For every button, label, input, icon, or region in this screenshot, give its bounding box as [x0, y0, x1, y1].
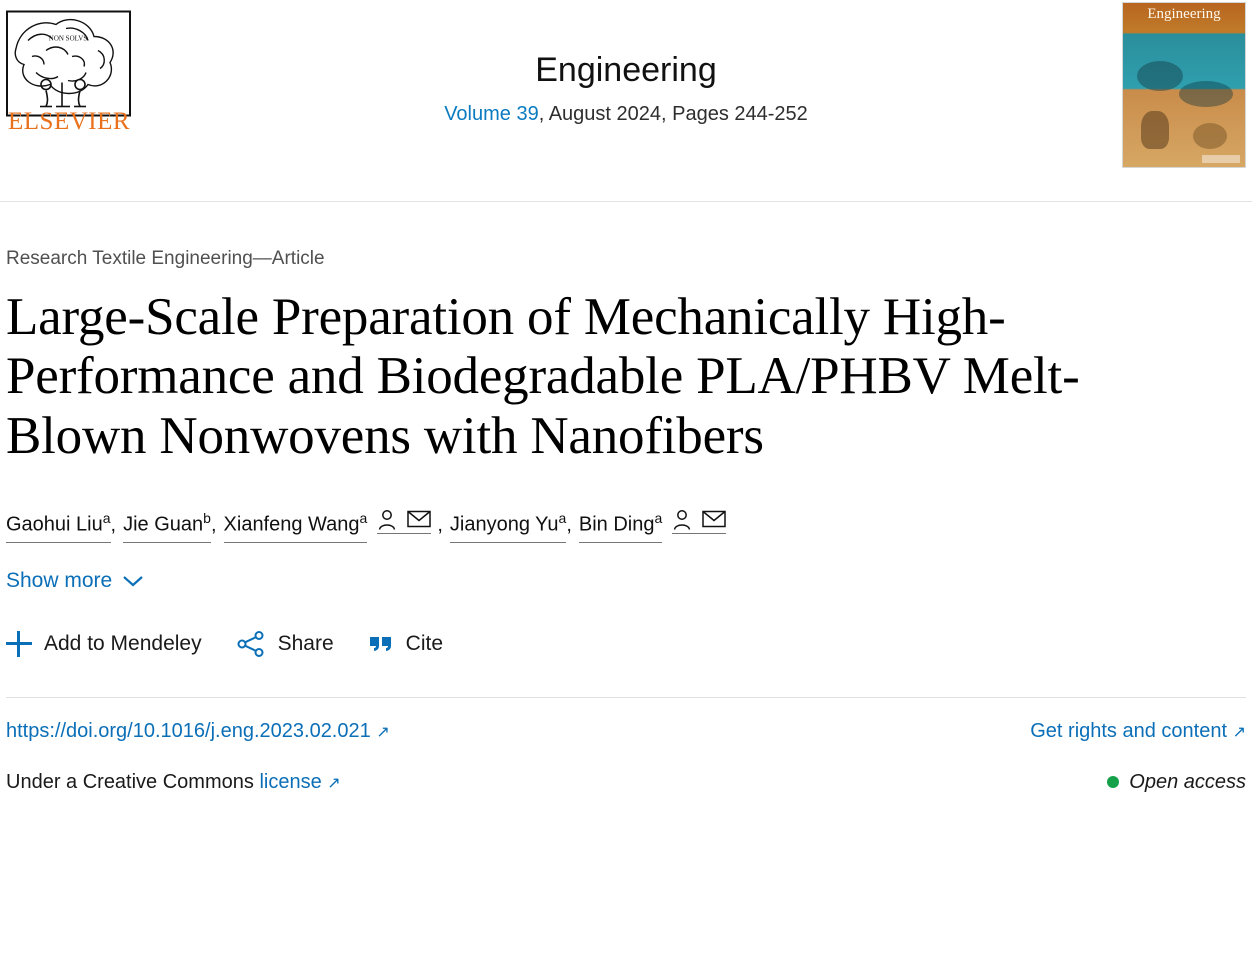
volume-link[interactable]: Volume 39 — [444, 102, 539, 125]
open-access-label: Open access — [1129, 770, 1246, 793]
issue-date-pages: , August 2024, Pages 244-252 — [538, 102, 808, 125]
share-button[interactable] — [236, 631, 334, 657]
license-prefix: Under a Creative Commons — [6, 770, 254, 793]
article-actions — [6, 631, 1246, 657]
license-link-text: license — [259, 770, 322, 793]
external-link-icon: ↗ — [327, 774, 341, 792]
author-name: Bin Ding — [578, 513, 655, 536]
author-item[interactable] — [579, 508, 662, 543]
license-row — [6, 771, 1246, 794]
external-link-icon: ↗ — [376, 723, 390, 741]
external-link-icon: ↗ — [1232, 723, 1246, 741]
journal-cover-thumbnail[interactable] — [1122, 2, 1246, 168]
open-access-dot-icon — [1107, 776, 1119, 788]
author-affiliation-marker[interactable]: b — [203, 510, 211, 527]
add-to-mendeley-button[interactable] — [6, 631, 202, 657]
cover-art-shape — [1202, 155, 1240, 163]
show-more-button[interactable] — [6, 569, 144, 593]
author-item[interactable] — [450, 508, 566, 543]
author-name: Jie Guan — [123, 513, 204, 536]
author-affiliation-marker[interactable]: a — [359, 510, 368, 527]
add-to-mendeley-label: Add to Mendeley — [44, 631, 202, 655]
email-icon[interactable] — [702, 509, 726, 529]
author-contact-icons — [377, 509, 431, 534]
doi-rights-row — [6, 697, 1246, 743]
license-statement — [6, 771, 341, 794]
author-separator: , — [110, 513, 117, 536]
open-access-badge — [1107, 771, 1246, 794]
author-name: Xianfeng Wang — [223, 513, 360, 536]
author-affiliation-marker[interactable]: a — [558, 510, 567, 527]
author-list — [6, 508, 1246, 543]
author-contact-icons — [672, 509, 726, 534]
author-separator: , — [566, 513, 572, 536]
show-more-label: Show more — [6, 568, 113, 592]
share-icon — [236, 631, 266, 657]
author-profile-icon[interactable] — [377, 509, 397, 531]
journal-info — [0, 50, 1252, 126]
author-name: Gaohui Liu — [6, 513, 103, 536]
author-profile-icon[interactable] — [672, 509, 692, 531]
cover-art-shape — [1137, 61, 1183, 91]
cite-button[interactable] — [368, 632, 443, 656]
journal-header — [0, 0, 1252, 202]
author-affiliation-marker[interactable]: a — [102, 510, 111, 527]
author-affiliation-marker[interactable]: a — [654, 510, 663, 527]
journal-issue-meta — [0, 103, 1252, 126]
author-separator: , — [437, 513, 443, 536]
svg-text:NON SOLVS: NON SOLVS — [48, 34, 88, 43]
share-label: Share — [277, 631, 334, 655]
article-header-section — [0, 248, 1252, 794]
cite-label: Cite — [405, 631, 444, 655]
journal-title[interactable]: Engineering — [535, 51, 717, 89]
author-name: Jianyong Yu — [449, 513, 559, 536]
plus-icon — [6, 631, 32, 657]
elsevier-wordmark: ELSEVIER — [8, 108, 131, 135]
author-item[interactable] — [123, 508, 211, 543]
email-icon[interactable] — [407, 509, 431, 529]
cover-title: Engineering — [1147, 6, 1221, 22]
author-item[interactable] — [224, 508, 368, 543]
article-type-breadcrumb: Research Textile Engineering—Article — [6, 248, 325, 269]
cover-art-shape — [1141, 111, 1169, 149]
cover-art-shape — [1179, 81, 1233, 107]
author-item[interactable] — [6, 508, 111, 543]
doi-link[interactable] — [6, 720, 390, 743]
quote-icon — [368, 633, 394, 655]
chevron-down-icon — [122, 574, 144, 588]
doi-text: https://doi.org/10.1016/j.eng.2023.02.021 — [6, 719, 371, 742]
get-rights-and-content-link[interactable] — [1030, 720, 1246, 743]
cover-art-shape — [1193, 123, 1227, 149]
page-title: Large-Scale Preparation of Mechanically High-Performance and Biodegradable PLA/PHBV Melt-Blown Nonwovens with Nanofibers — [6, 288, 1080, 465]
author-separator: , — [210, 513, 217, 536]
rights-text: Get rights and content — [1030, 719, 1228, 742]
license-link[interactable] — [259, 771, 340, 793]
